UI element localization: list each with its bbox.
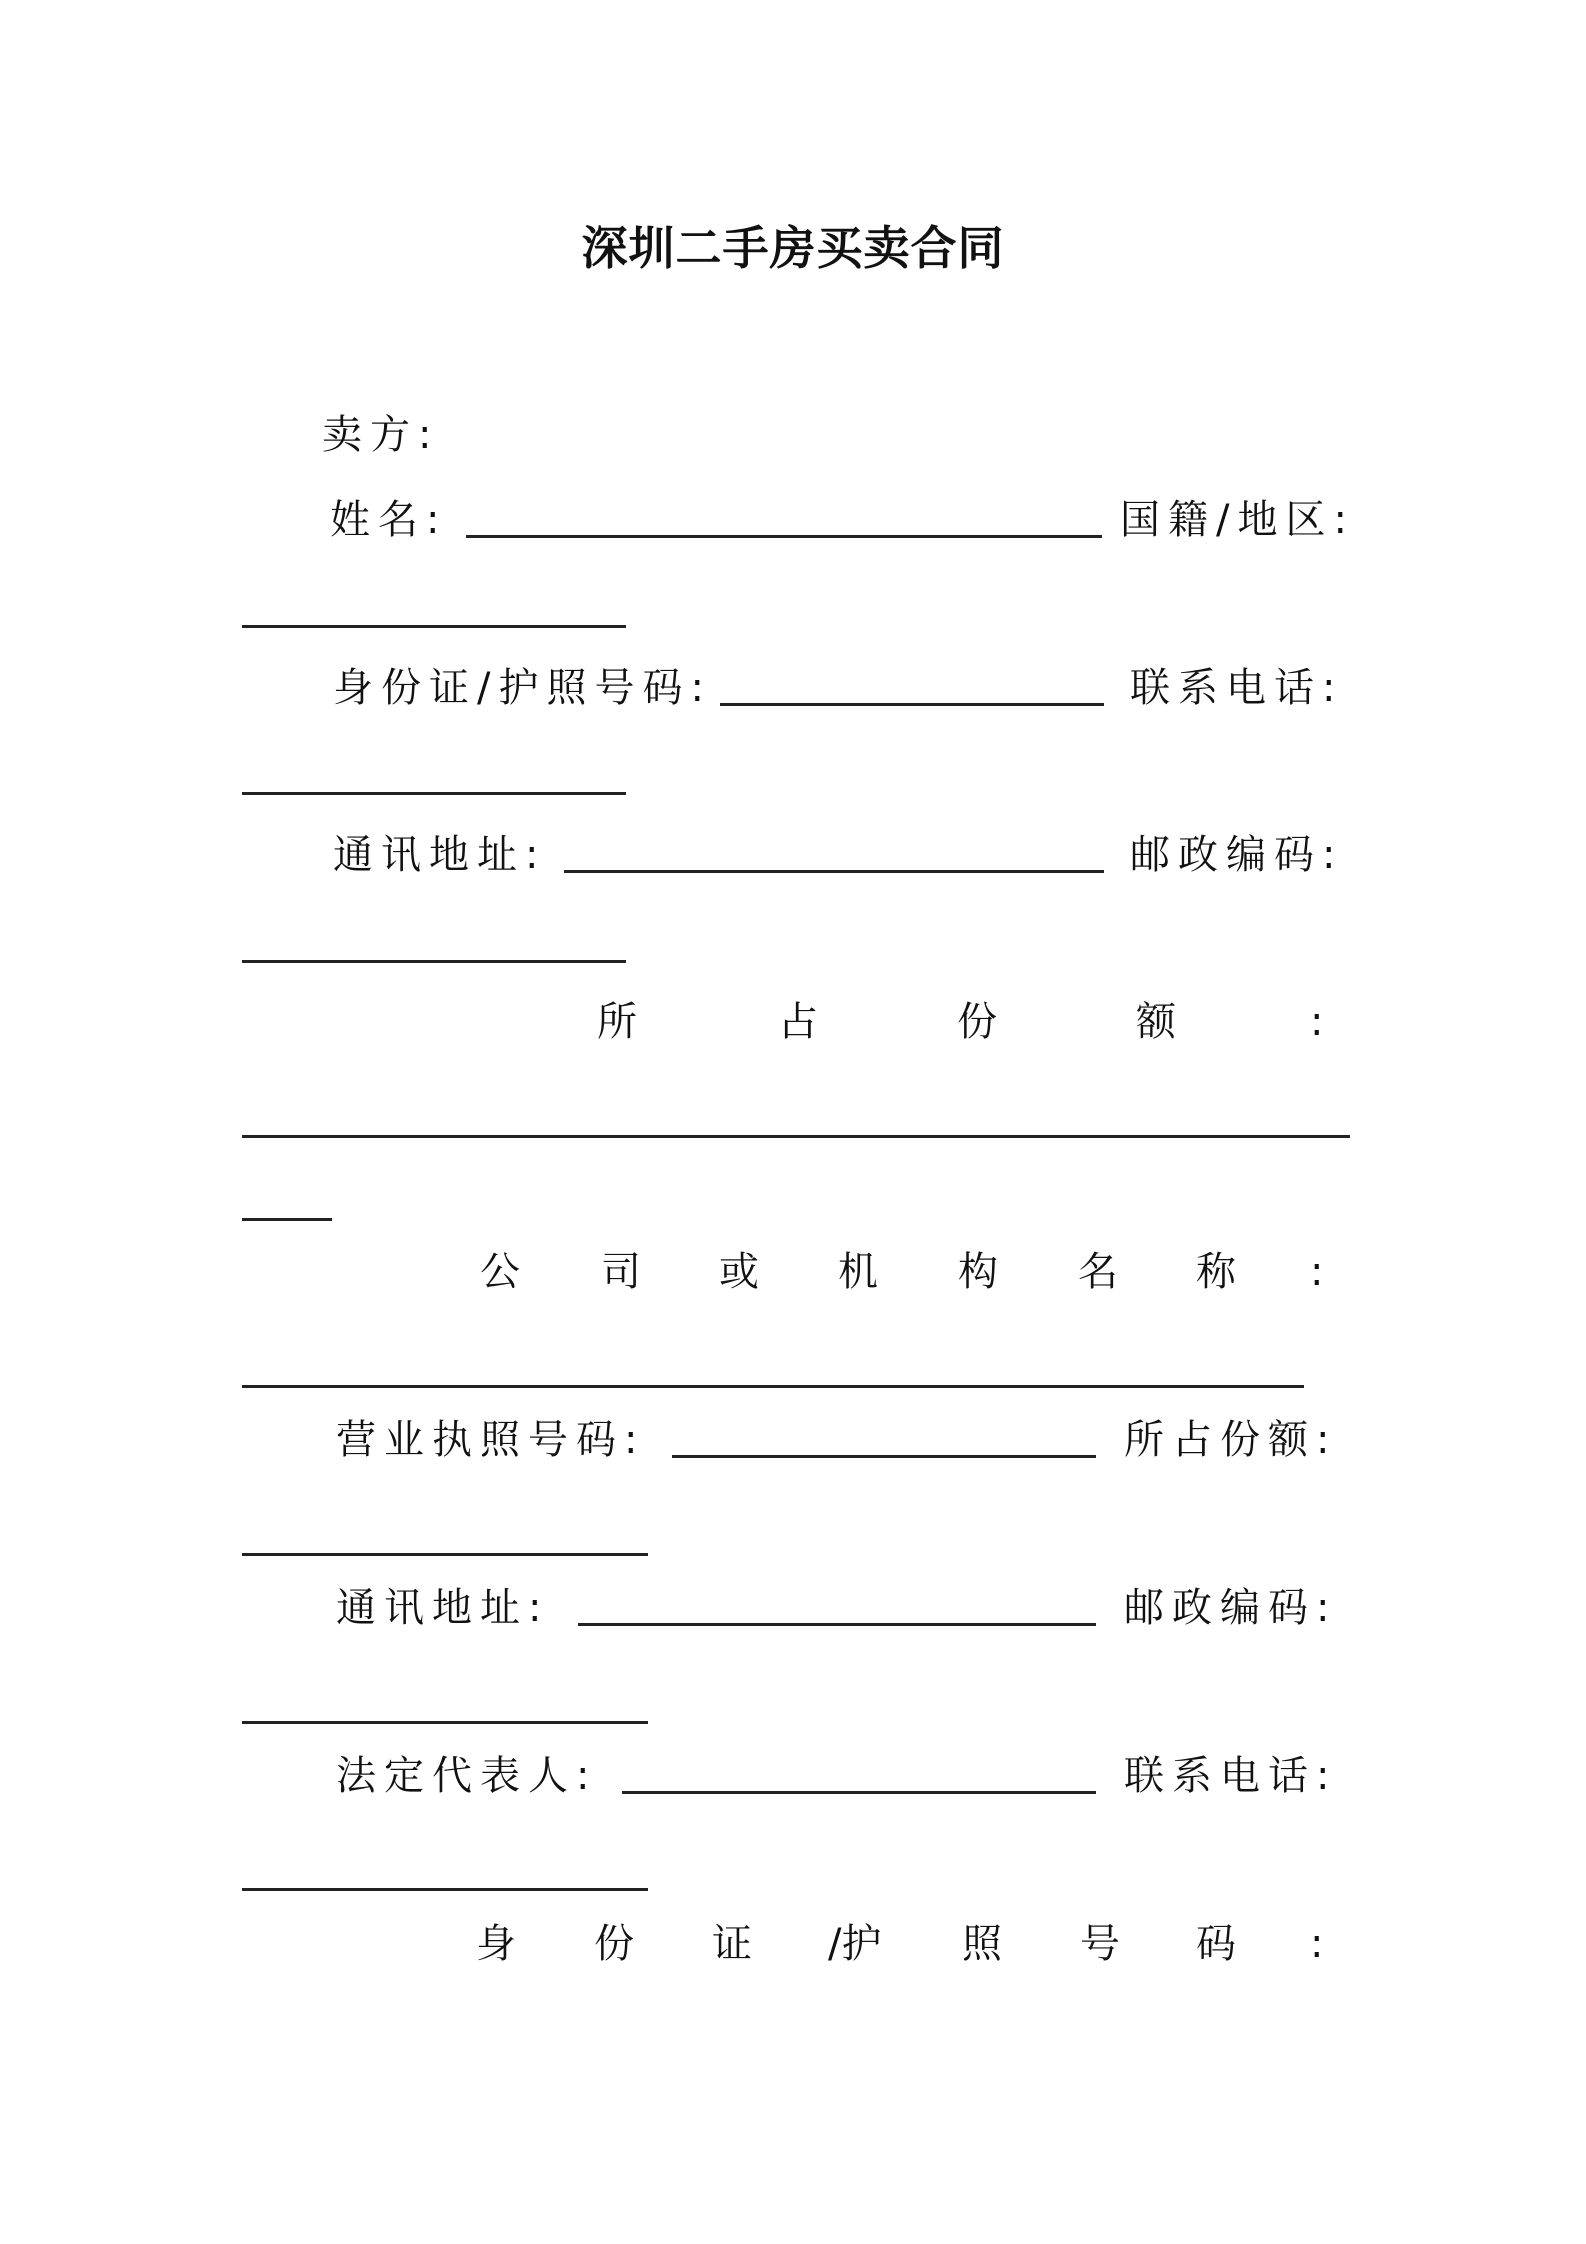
nationality-blank[interactable] — [242, 625, 626, 628]
share-blank[interactable] — [242, 1553, 648, 1556]
address-label: 通讯地址: — [333, 832, 547, 878]
document-title: 深圳二手房买卖合同 — [581, 221, 1005, 275]
company-char-4: 机 — [838, 1249, 878, 1295]
share-blank-line2[interactable] — [242, 1218, 332, 1221]
id-passport2-label-spread — [0, 1914, 1586, 1974]
id2-char-5: 照 — [962, 1921, 1002, 1967]
id2-char-3: 证 — [712, 1921, 752, 1967]
company-label-spread — [0, 1242, 1586, 1302]
share-char-5: : — [1310, 999, 1324, 1045]
license-no-blank[interactable] — [672, 1455, 1096, 1458]
license-no-label: 营业执照号码: — [336, 1417, 646, 1463]
postcode2-blank[interactable] — [242, 1721, 648, 1724]
phone2-label: 联系电话: — [1124, 1753, 1338, 1799]
company-char-1: 公 — [480, 1249, 520, 1295]
share-char-3: 份 — [957, 999, 997, 1045]
phone-blank[interactable] — [242, 792, 626, 795]
address2-blank[interactable] — [578, 1623, 1096, 1626]
id2-char-7: 码 — [1196, 1921, 1236, 1967]
company-char-7: 称 — [1196, 1249, 1236, 1295]
nationality-label: 国籍/地区: — [1120, 497, 1355, 543]
name-label: 姓名: — [330, 497, 448, 543]
legal-rep-label: 法定代表人: — [336, 1753, 598, 1799]
company-char-3: 或 — [719, 1249, 759, 1295]
postcode2-label: 邮政编码: — [1124, 1585, 1338, 1631]
company-char-6: 名 — [1078, 1249, 1118, 1295]
postcode-label: 邮政编码: — [1130, 832, 1344, 878]
address2-label: 通讯地址: — [336, 1585, 550, 1631]
share-char-4: 额 — [1136, 999, 1176, 1045]
id2-char-8: : — [1310, 1921, 1324, 1967]
postcode-blank[interactable] — [242, 960, 626, 963]
share-char-1: 所 — [597, 999, 637, 1045]
share-blank-line1[interactable] — [242, 1135, 1350, 1138]
share-char-2: 占 — [778, 999, 818, 1045]
company-char-2: 司 — [601, 1249, 641, 1295]
id2-char-4: /护 — [828, 1921, 882, 1967]
share-label-spread — [0, 992, 1586, 1052]
id2-char-6: 号 — [1080, 1921, 1120, 1967]
company-char-5: 构 — [958, 1249, 998, 1295]
company-char-8: : — [1310, 1249, 1324, 1295]
phone2-blank[interactable] — [242, 1888, 648, 1891]
phone-label: 联系电话: — [1130, 665, 1344, 711]
company-blank[interactable] — [242, 1385, 1304, 1388]
name-blank[interactable] — [466, 535, 1102, 538]
address-blank[interactable] — [564, 870, 1104, 873]
seller-heading: 卖方: — [322, 412, 440, 458]
legal-rep-blank[interactable] — [622, 1791, 1096, 1794]
id2-char-2: 份 — [594, 1921, 634, 1967]
id-passport-blank[interactable] — [720, 703, 1104, 706]
id-passport-label: 身份证/护照号码: — [333, 665, 712, 711]
share-label: 所占份额: — [1124, 1417, 1338, 1463]
id2-char-1: 身 — [476, 1921, 516, 1967]
